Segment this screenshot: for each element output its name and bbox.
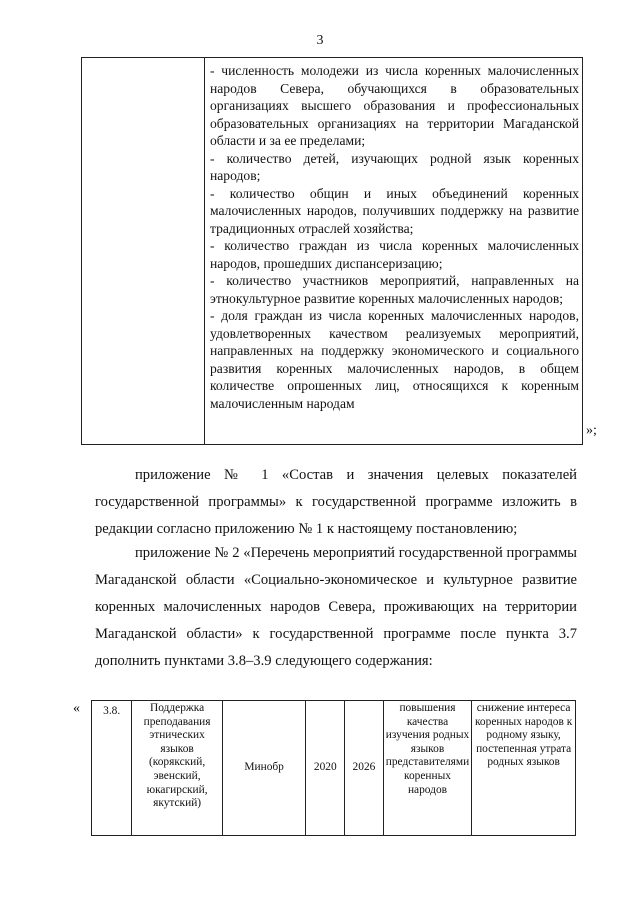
indicator-item: - количество детей, изучающих родной язык коренных народов; <box>210 150 579 183</box>
indicators-label-cell <box>82 58 205 445</box>
measure-end-year: 2026 <box>345 701 384 836</box>
measure-name: Поддержка преподавания этнических языков (корякский, эвенский, юкагирский, якутский) <box>132 701 222 836</box>
table-row <box>92 701 576 836</box>
indicator-item: - доля граждан из числа коренных малочисленных народов, удовлетворенных качеством реализуемых мероприятий, направленных на поддержку экономического и социального развития коренных малочисленных народов, в общем количестве опрошенных лиц, относящихся к коренным малочисленным народам <box>210 308 579 411</box>
measure-start-year: 2020 <box>306 701 345 836</box>
measure-executor: Минобр <box>222 701 306 836</box>
measure-expected-result: повышения качества изучения родных языков представителями коренных народов <box>383 701 471 836</box>
page-number: 3 <box>316 33 324 48</box>
paragraph-appendix-2: приложение № 2 «Перечень мероприятий государственной программы Магаданской области «Социально-экономическое и культурное развитие коренных малочисленных народов Севера, проживающих на территории Магаданской области» к государственной программе после пункта 3.7 дополнить пунктами 3.8–3.9 следующего содержания: <box>95 545 577 669</box>
paragraph-appendix-1: приложение № 1 «Состав и значения целевых показателей государственной программы» к государственной программе изложить в редакции согласно приложению № 1 к настоящему постановлению; <box>95 467 577 537</box>
measure-number: 3.8. <box>92 701 132 836</box>
indicators-cell <box>205 58 583 445</box>
measures-table <box>91 700 576 836</box>
indicator-item: - количество общин и иных объединений коренных малочисленных народов, получивших поддержку на развитие традиционных отраслей хозяйства; <box>210 185 579 236</box>
indicator-item: - численность молодежи из числа коренных малочисленных народов Севера, обучающихся в образовательных организациях высшего образования и профессиональных образовательных организациях на территории Магаданской области и за ее пределами; <box>210 63 579 148</box>
closing-quote: »; <box>586 423 597 438</box>
measure-consequence: снижение интереса коренных народов к родному языку, постепенная утрата родных языков <box>472 701 576 836</box>
indicators-table <box>81 57 583 445</box>
indicator-item: - количество участников мероприятий, направленных на этнокультурное развитие коренных малочисленных народов; <box>210 273 579 306</box>
indicator-item: - количество граждан из числа коренных малочисленных народов, прошедших диспансеризацию; <box>210 238 579 271</box>
opening-quote: « <box>73 701 80 716</box>
